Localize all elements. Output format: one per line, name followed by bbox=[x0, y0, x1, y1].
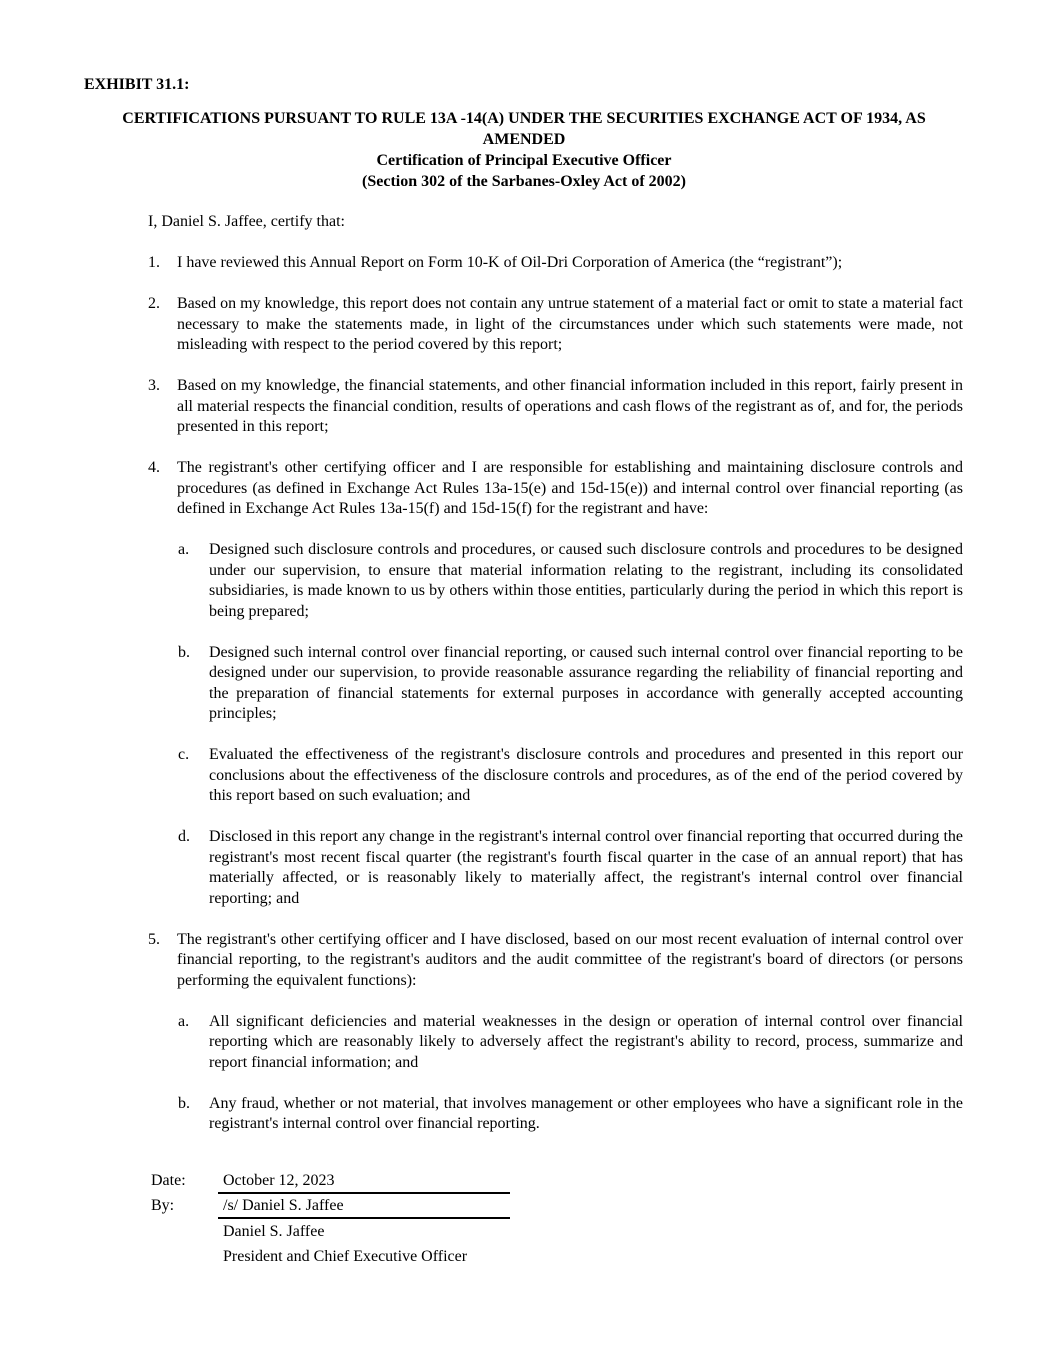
date-label: Date: bbox=[151, 1172, 186, 1189]
certification-item-2 bbox=[148, 294, 1048, 356]
item-number: 3. bbox=[148, 377, 160, 394]
certification-item-4 bbox=[148, 458, 1048, 520]
date-row bbox=[151, 1169, 510, 1194]
sub-item-4b bbox=[178, 643, 1048, 725]
by-label: By: bbox=[151, 1197, 175, 1214]
sub-item-4d bbox=[178, 827, 1048, 909]
signer-name-row bbox=[151, 1219, 510, 1244]
sub-item-letter: a. bbox=[178, 1012, 190, 1030]
signature-block bbox=[151, 1169, 510, 1269]
sub-item-letter: b. bbox=[178, 1094, 190, 1112]
item-number: 4. bbox=[148, 459, 160, 476]
item-text: Based on my knowledge, this report does not contain any untrue statement of a material fact or omit to state a material fact necessary to make the statements made, in light of the circumstances under which such statements were made, not misleading with respect to the period covered by this report; bbox=[177, 295, 963, 353]
sub-item-letter: d. bbox=[178, 828, 190, 845]
signer-name: Daniel S. Jaffee bbox=[223, 1223, 325, 1240]
by-row bbox=[151, 1194, 510, 1219]
signer-title-spacer bbox=[151, 1244, 218, 1269]
intro-statement: I, Daniel S. Jaffee, certify that: bbox=[148, 213, 345, 230]
sub-item-text: All significant deficiencies and material weaknesses in the design or operation of internal control over financial reporting which are reasonably likely to adversely affect the registrant's ability to record, process, summarize and report financial information; and bbox=[209, 1012, 963, 1071]
section-reference: (Section 302 of the Sarbanes-Oxley Act of 2002) bbox=[362, 173, 686, 190]
sub-item-4c bbox=[178, 745, 1048, 807]
item-text: The registrant's other certifying officer and I are responsible for establishing and maintaining disclosure controls and procedures (as defined in Exchange Act Rules 13a-15(e) and 15d-15(e)) and internal control over financial reporting (as defined in Exchange Act Rules 13a-15(f) and 15d-15(f) for the registrant and have: bbox=[177, 459, 963, 517]
sub-item-text: Designed such disclosure controls and procedures, or caused such disclosure controls and procedures to be designed under our supervision, to ensure that material information relating to the registrant, including its consolidated subsidiaries, is made known to us by others within those entities, particularly during the period in which this report is being prepared; bbox=[209, 541, 963, 620]
signer-title-row bbox=[151, 1244, 510, 1269]
exhibit-label: EXHIBIT 31.1: bbox=[84, 76, 190, 93]
sub-item-letter: b. bbox=[178, 643, 190, 661]
signer-name-spacer bbox=[151, 1219, 218, 1244]
signature-value: /s/ Daniel S. Jaffee bbox=[218, 1194, 510, 1219]
item-number: 5. bbox=[148, 930, 160, 948]
certification-item-3 bbox=[148, 376, 1048, 438]
certification-body bbox=[0, 212, 1048, 1155]
sub-item-4a bbox=[178, 540, 1048, 622]
item-text: I have reviewed this Annual Report on Form 10-K of Oil-Dri Corporation of America (the “registrant”); bbox=[177, 254, 843, 271]
certification-title-line-1: CERTIFICATIONS PURSUANT TO RULE 13A -14(A) UNDER THE SECURITIES EXCHANGE ACT OF 1934, AS bbox=[122, 110, 926, 127]
certification-item-5 bbox=[148, 930, 1048, 992]
certification-heading bbox=[0, 108, 1048, 192]
item-number: 1. bbox=[148, 254, 160, 271]
date-value: October 12, 2023 bbox=[218, 1169, 510, 1194]
sub-item-letter: a. bbox=[178, 541, 190, 558]
certification-subtitle: Certification of Principal Executive Officer bbox=[376, 152, 672, 169]
sub-item-text: Evaluated the effectiveness of the registrant's disclosure controls and procedures and presented in this report our conclusions about the effectiveness of the disclosure controls and procedures, as of the end of the period covered by this report based on such evaluation; and bbox=[209, 746, 963, 804]
item-text: Based on my knowledge, the financial statements, and other financial information included in this report, fairly present in all material respects the financial condition, results of operations and cash flows of the registrant as of, and for, the periods presented in this report; bbox=[177, 377, 963, 435]
sub-item-letter: c. bbox=[178, 746, 190, 763]
item-text: The registrant's other certifying officer and I have disclosed, based on our most recent evaluation of internal control over financial reporting, to the registrant's auditors and the audit committee of the registrant's board of directors (or persons performing the equivalent functions): bbox=[177, 930, 963, 989]
sub-item-5b bbox=[178, 1094, 1048, 1135]
sub-item-text: Disclosed in this report any change in the registrant's internal control over financial reporting that occurred during the registrant's most recent fiscal quarter (the registrant's fourth fiscal quarter in the case of an annual report) that has materially affected, or is reasonably likely to materially affect, the registrant's internal control over financial reporting; and bbox=[209, 828, 963, 907]
item-number: 2. bbox=[148, 295, 160, 312]
sub-item-5a bbox=[178, 1012, 1048, 1074]
certification-title-line-2: AMENDED bbox=[482, 131, 566, 148]
sub-item-text: Designed such internal control over financial reporting, or caused such internal control over financial reporting to be designed under our supervision, to provide reasonable assurance regarding the reliability of financial reporting and the preparation of financial statements for external purposes in accordance with generally accepted accounting principles; bbox=[209, 643, 963, 722]
signer-title: President and Chief Executive Officer bbox=[223, 1248, 468, 1265]
sub-item-text: Any fraud, whether or not material, that involves management or other employees who have a significant role in the registrant's internal control over financial reporting. bbox=[209, 1094, 963, 1132]
certification-item-1 bbox=[148, 253, 1048, 274]
